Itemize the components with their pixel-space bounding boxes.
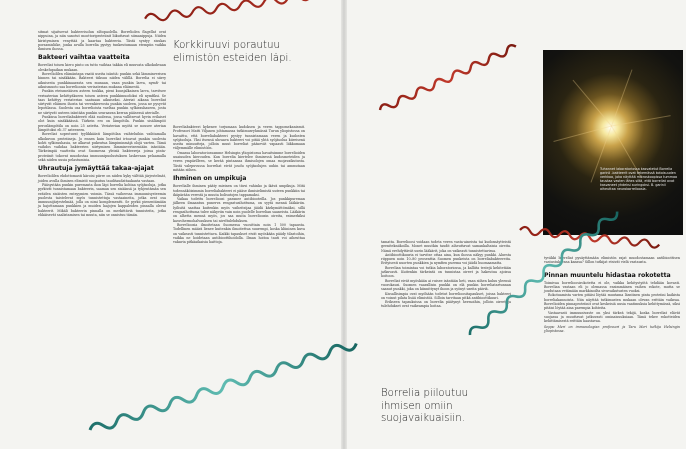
- heading-uhrautuu: Uhrautuja jymäyttää takaa-ajajat: [38, 165, 154, 173]
- photo-caption: Tuhannet laboratoriossa kasvatetut Borrelia garinii -bakteerit ovat tekemässä kotoisuuden verkkoa, joka näyttää mikroskoopissa tummaa taustaa vasten lähes siltä, että borreliat ovat kasvaneet yhdeksi auringoksi. B. garinii aiheuttaa neuroborrelioosia.: [600, 167, 677, 192]
- paragraph: Borreliat toisen kiero pinto on tutto vaihtaa takkia eli muuvata ulkokuhvaan oleskelupaikan mukaan.: [38, 63, 166, 72]
- paragraph: Borreliolilen ehdottomasti käroisi piirre on niiden kyky välttää järjestelmät, joiden avulla ihmisen elimistö suojautuu tauditaudattaakanta vastaan.: [38, 174, 166, 183]
- paragraph: Toimivaa borrelioosirokotetta ei ole, vaikka kehitystyötä tehdään kovasti. Borrelian vastaan eli jo olemassa ensimmäinen vaihen rokote, mutta se joudutaan vetämään markkinoilta sivuvaikutusten vuoksi.: [544, 280, 680, 294]
- paragraph: Omassa laboratoriossamme Helsingin yliopistossa havaitsimme borrelioiden uuaiuuden kierouden. Kun borrelia kiertelee ihmisessä kudosmeteiden ja veren ympärilleen, se kerää pintaansa ihmisolojen omaa suojavaikutusta. Tästä valepuvussa borreliat eivät joudu syöjäsolujen uuhin tai ammutaan mitään siihen.: [173, 150, 305, 172]
- paragraph: Rokotuamista varten pitäisi löytää muutama läsntinen pinta proteiini kaikista borreliakannoista. Niin näyttää tutkimusten mukaan olevan erittäin vaikeaa. Borrelioiden pinnaproteiinit ovat keskeisiä uusia vaatimuksia kehittymässä, siksi pitäisi löytää aina parempia kohteita.: [544, 293, 680, 311]
- paragraph: Kissallisimpia ovat myöhään todetut borrelioositapaukset, joissa bakteeri on voinut pilata lisää elimistöä. Silloin tarvitaan pitkä antibioottikuuri.: [381, 291, 511, 300]
- heading-bakteeri: Bakteeri vaihtaa vaatteita: [38, 54, 130, 62]
- author-note: Seppo Meri on immunologian professori ja Taru Meri tutkija Helsingin yliopistossa.: [544, 324, 680, 333]
- paragraph: Erikseen tapauksissa on borrelia päätynyt hermoihin, jolloin oireet ja tulehdukset ovat vaikeampia hoitaa.: [381, 300, 511, 309]
- paragraph: Punkin eteismeääsen asteen toukka, pieni kuusjalkainen larva, tarvitsee verisaterian kehittyäkseen toisen asteen punkkimuodoksi eli nymfiksi. Se taas kehittyy veriaterian saatuaan aikuiseksi. Ateriat aikana borreliat siirtyvät eläimen ihosta tai verenkierrosta punkin suoleen, jossa ne pysyvät lepotilassa. Suolesta osa borrelioista vaeltaa punkin sylkirauhaseen, josta ne siirtyvät uuteen isäntään punkin seuraavan kerran pääsessä aterialle.: [38, 89, 166, 115]
- paragraph: Antibioottikuuria ei tarvitse ottaa aina, kun ihossa näkyy punkki. Aluesta riippuen noin 10–80 prosenttia Suomen punkeista on borreliabakteereita. Erityisesti nuorten punkkien ja nymfien purema voi jäädä huomaamatta.: [381, 252, 511, 266]
- page-gutter: [341, 0, 347, 449]
- left-column-1: [38, 30, 166, 217]
- paragraph: Borreliat soprotuvat tyylikkäästi lämpötilan vaihteluihin vaihtamalla ulkokuvon proteiineja. Jo ennen kuin borreliat irtoavat punkin suolesta kohti sylkirauhasia, ne alkavat pukeutua lämpiminmäjä olojä varten. Tämä vaihdos vaihdaa bakteerien siirtymisen lämminveriseeniään isäntään. Tärkeimpiä vaatteita ovat Suomessa yleisiä bakteereja joissa pinta-proteiinit tokovat muodostaa immuunipuolustuksen laskevaan pelaamalla sekä niiden uusia pelastumisia.: [38, 132, 166, 163]
- paragraph: Borrelialle ihminen pääty mieinen on tävsi vahinko ja ikävä umpikuja. Mitä todennäköisimmin borreliabakteeri ei pääse ihmisielimistä uuteen punkkiin tai ikäpärään verestä ja muuta bolisutojen tappamaksi.: [173, 184, 305, 197]
- left-column-2: [173, 125, 305, 244]
- pull-quote-right: Borrelia piiloutuu ihmisen omiin suojavaikuaisiin.: [381, 388, 469, 424]
- paragraph: Borreliabakteeri kykenee torjumaan kudoksen ja veren tappomekanismit. Professori Matti Viljanen johtamassa tutkimusryhmässä Turun yliopistossa on havaittu, että borreliabakteeri pystyy tunnistamaan veren ja kudosten syöjäsoluja. Yksi itsensä uhraava bakteeri voi pitää yhtä syöjäsolua kiireisenä useita minuutteja, jolloin muut borreliat pääsevät vapaasti liikkumaan väljemmälle elimistöön.: [173, 125, 305, 151]
- heading-umpikuja: Ihminen on umpikuja: [173, 175, 247, 183]
- paragraph: tamatta. Borrelioosi voidaan todeta veren vasta-aineista tai kudosnäytteistä geenitekniikoilla. Monet muutkin taudit aiheuttavat samankaltaisia oireita. Nämä erehdyttävät usein lääkärit, joka on vaikeasti tunnistettavissa.: [381, 240, 511, 253]
- pull-quote-left: Korkkiruuvi porautuu elimistön esteiden läpi.: [173, 40, 292, 64]
- right-column-2: [544, 256, 680, 333]
- borrelia-microscope-photo: [543, 50, 683, 235]
- paragraph: Borrelioosia ilmoitetaan Suomessa vuosittain noin 1 500 tapausta. Todellinen määrä lienee kuitenkin ilmoitettua suurempi, koska kliininen kuva on vaikeasti tunnistettava. Kaikki tapaukset eivät myöskään päädy tilastoihin, vaikka ne hoidetaan antibioottihoidolla. Ilman hoitoa tauti voi aiheuttaa vakavia pitkäaikaisia haittoja.: [173, 222, 305, 245]
- paragraph: Vastaavasti immuunivaste on yksi tärkeä tekijä, koska borreliat elävät suojassa ja muuttavat jatkuvasti ominaisuuksiaan. Tämä tekee rokotteiden kehittämisestä erittäin haastavaa.: [544, 310, 680, 324]
- paragraph: Borreliat eivät myöskään ai ruisee isäntään heti, vaan siihen kuluu yleensä vuorokausi. Suomen vaarallisin punkki on elä punkin borreliatartunnan saanut punkki, joka on kiinnittynyt ihoon ja syönyt useita päiviä.: [381, 278, 511, 292]
- heading-rokotetta: Pinnan muuntelu hidastaa rokotetta: [544, 271, 671, 279]
- paragraph: Borrelian toimintaa voi tutkia laboratoriossa, ja kalliita testejä kehitetään jatkuvasti. Kuitenkin tärkeintä on tunnistaa oireet ja hakeutua ajoissa hoitoon.: [381, 265, 511, 279]
- right-column-1: [381, 240, 511, 309]
- paragraph: Pääsystään punkin puremasta ihon läpi borrelia kohtaa syöjäsoluja, jotka pyrkivät tunnistamaan bakteerin, saaman sen sisäänsä ja tyhjentämän sen eräiden sisäisten entsyymien voimin. Tässä vaiheessa immuunisysteemin puolesta taistelevat myös tunnistettuja vastaaineita, jotka ovat osa immuunijärjestelmää, jolla on nimi komplementti. Se pyrkii pienentämään ja hajottamaan punkkien ja muiden laajojen kappaleiden pinnalla olevat bakteerit. Mikäli bakteerin pinnalla on merkittäviä tunnisteita, jotka ehkäisevät saalistamisen tai muuta, niin se onnistuu tämän.: [38, 182, 166, 217]
- paragraph: tyväkki borreliat pysäyttämään elimistön rajat muodostamaan antibioottisen vastustuksensa kanssa? Sillon tutkijat etsivät vielä vastausta.: [544, 256, 680, 265]
- paragraph: Borreliolilen elämäntapa vaatii useita isäntiä: punkin sekä lämminverisen hinnen tai nisäkkään. Bakteeri tiiksuu niiden välillä. Borrelia ei siirry aikuisesta punkkinaarasta sen munaan, vaan punkin larva, nymfi- tai aikuismuoto saa borrelioosin verisaterian mukana eläimestä.: [38, 72, 166, 89]
- paragraph: Punkissa borreliabakteerit elää suolessa, jossa vallitsevat hyvin erilaiset olot kuin nisäkkäässä. Tärkein ero on lämpötila. Punkin sisälämpöö peroslämpötila on noin 25 astetta. Veriaterian myötä se nousee aterian lämpötoksi eli 37 asteeseen.: [38, 115, 166, 132]
- paragraph: Vaikaa todettu borrelioosi paranee antibiooteilla. Jos punkkipureman jälkeen ilmaantuu punerva rengastusihottuma, on syytä mennä lääkäriin. Iyilisitä saattaa kuitenkin myös vaiheitsijaa jäädä kärkymättömäksi, sillä rengasihottuma tulee näkyviin vain noin puolelle borrelian saaneista. Lääkärin on alhetta mennä myös, jos saa muita borrelioosin oireita, esimerkiksi kasvohermohalvauksen tai niveltulehduksen.: [173, 197, 305, 223]
- intro-paragraph: sitmat sijaitsevat bakteerisolun siltopaolella. Borreliolen flagellat ovat nippuina, ja niin sanotut moottoriproteiinit liikuttavat siimanippuja. Niiden kiristyminen venyttää ja kaartaa bakteeria. Tästä syntyy sisukas porsamisliike, jonka avulla borrelia pystyy tunkeutumaan etempiin vaikka ihmisen ihossa.: [38, 30, 166, 52]
